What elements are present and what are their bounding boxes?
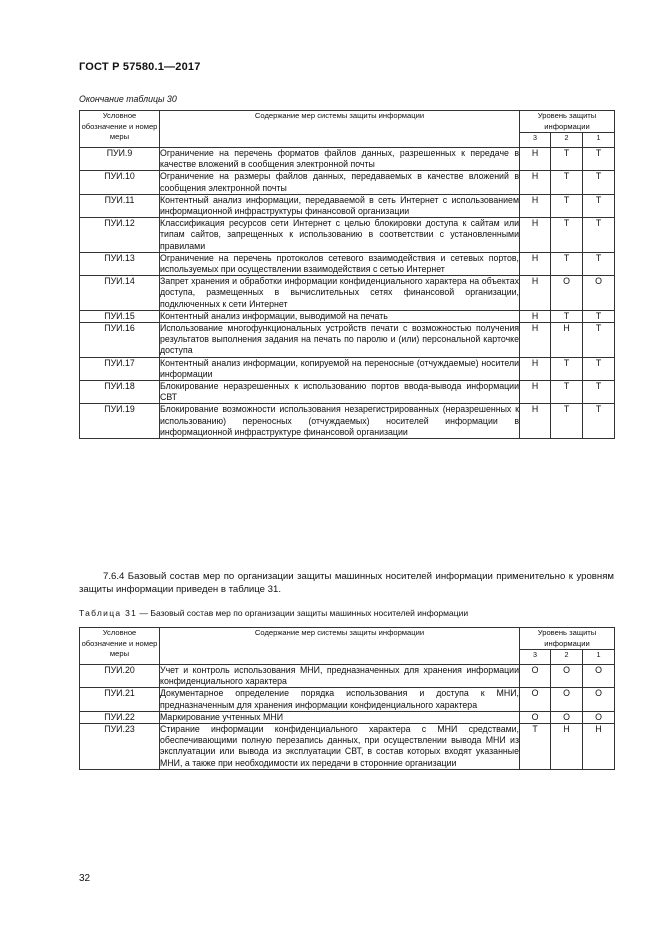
level-3-value: Н [520, 148, 551, 171]
level-2-value: Т [551, 171, 583, 194]
table-row [80, 724, 615, 770]
table-row [80, 404, 615, 439]
column-header-content: Содержание мер системы защиты информации [160, 628, 520, 665]
level-1-value: Т [583, 194, 615, 217]
measure-code: ПУИ.17 [80, 357, 160, 380]
level-3-value: Т [520, 724, 551, 770]
table-row [80, 688, 615, 711]
level-2-header: 2 [551, 133, 583, 148]
measure-description: Ограничение на перечень протоколов сетевого взаимодействия и сетевых портов, используемых при осуществлении взаимодействия с сетью Интернет [160, 252, 519, 275]
table-row [80, 276, 615, 311]
level-2-value: Н [551, 724, 583, 770]
level-1-value: О [583, 688, 615, 711]
level-2-value: Т [551, 252, 583, 275]
table-30 [79, 110, 615, 439]
level-1-value: Т [583, 357, 615, 380]
level-1-value: Т [583, 148, 615, 171]
column-header-code: Условное обозначение и номер меры [80, 111, 160, 148]
table-31 [79, 627, 615, 770]
level-3-value: Н [520, 276, 551, 311]
level-1-value: Т [583, 381, 615, 404]
level-1-value: Т [583, 252, 615, 275]
table-30-caption: Окончание таблицы 30 [79, 94, 177, 104]
measure-description: Маркирование учтенных МНИ [160, 711, 520, 723]
level-1-value: О [583, 665, 615, 688]
level-3-value: Н [520, 171, 551, 194]
table-31-caption-title: — Базовый состав мер по организации защиты машинных носителей информации [137, 608, 469, 618]
column-header-level: Уровень защиты информации [520, 111, 615, 133]
measure-code: ПУИ.13 [80, 252, 160, 275]
measure-code: ПУИ.19 [80, 404, 160, 439]
measure-description: Документарное определение порядка использования и доступа к МНИ, предназначенным для хранения информации конфиденциального характера [160, 688, 519, 710]
level-1-value: Н [583, 724, 615, 770]
level-1-value: О [583, 276, 615, 311]
level-1-value: Т [583, 171, 615, 194]
section-paragraph: 7.6.4 Базовый состав мер по организации защиты машинных носителей информации применительно к уровням защиты информации приведен в таблице 31. [79, 571, 614, 595]
level-3-value: О [520, 711, 551, 723]
measure-description: Стирание информации конфиденциального характера с МНИ средствами, обеспечивающими полную перезапись данных, при осуществлении вывода МНИ из эксплуатации или вывода из эксплуатации СВТ, в состав которых входят указанные МНИ, а также при необходимости их передачи в сторонние организации [160, 724, 519, 768]
level-1-value: Т [583, 310, 615, 322]
table-row [80, 148, 615, 171]
column-header-code: Условное обозначение и номер меры [80, 628, 160, 665]
measure-code: ПУИ.14 [80, 276, 160, 311]
table-row [80, 310, 615, 322]
level-2-value: Т [551, 148, 583, 171]
measure-code: ПУИ.18 [80, 381, 160, 404]
measure-code: ПУИ.23 [80, 724, 160, 770]
measure-code: ПУИ.21 [80, 688, 160, 711]
column-header-content: Содержание мер системы защиты информации [160, 111, 520, 148]
level-2-header: 2 [551, 650, 583, 665]
level-1-value: Т [583, 218, 615, 253]
level-2-value: О [551, 276, 583, 311]
table-row [80, 171, 615, 194]
column-header-level: Уровень защиты информации [520, 628, 615, 650]
level-2-value: Т [551, 357, 583, 380]
level-1-header: 1 [583, 650, 615, 665]
measure-code: ПУИ.22 [80, 711, 160, 723]
page-number: 32 [79, 873, 91, 884]
table-row [80, 323, 615, 358]
level-3-value: Н [520, 357, 551, 380]
level-3-header: 3 [520, 133, 551, 148]
level-2-value: Т [551, 404, 583, 439]
level-2-value: Т [551, 381, 583, 404]
table-row [80, 252, 615, 275]
level-3-value: Н [520, 323, 551, 358]
level-3-value: Н [520, 194, 551, 217]
measure-description: Запрет хранения и обработки информации конфиденциального характера на объектах доступа, размещенных в вычислительных сетях финансовой организации, подключенных к сети Интернет [160, 276, 519, 309]
measure-description: Ограничение на перечень форматов файлов данных, разрешенных к передаче в качестве вложений в сообщения электронной почты [160, 148, 519, 170]
table-row [80, 218, 615, 253]
measure-description: Контентный анализ информации, выводимой на печать [160, 310, 520, 322]
level-1-header: 1 [583, 133, 615, 148]
measure-description: Блокирование неразрешенных к использованию портов ввода-вывода информации СВТ [160, 381, 519, 403]
measure-code: ПУИ.11 [80, 194, 160, 217]
measure-code: ПУИ.9 [80, 148, 160, 171]
measure-description: Учет и контроль использования МНИ, предназначенных для хранения информации конфиденциального характера [160, 665, 519, 687]
measure-description: Контентный анализ информации, передаваемой в сеть Интернет с использованием информационной инфраструктуры финансовой организации [160, 194, 519, 217]
measure-code: ПУИ.20 [80, 665, 160, 688]
table-row [80, 665, 615, 688]
level-2-value: О [551, 665, 583, 688]
level-3-value: О [520, 665, 551, 688]
measure-description: Использование многофункциональных устройств печати с возможностью получения результатов выполнения задания на печать по паролю и (или) персональной карточке доступа [160, 323, 519, 356]
level-3-value: Н [520, 404, 551, 439]
level-2-value: Н [551, 323, 583, 358]
level-3-value: Н [520, 218, 551, 253]
level-2-value: Т [551, 218, 583, 253]
measure-code: ПУИ.15 [80, 310, 160, 322]
measure-description: Ограничение на размеры файлов данных, передаваемых в качестве вложений в сообщения электронной почты [160, 171, 519, 193]
level-3-value: О [520, 688, 551, 711]
level-3-value: Н [520, 381, 551, 404]
measure-code: ПУИ.10 [80, 171, 160, 194]
measure-description: Классификация ресурсов сети Интернет с целью блокировки доступа к сайтам или типам сайтов, запрещенных к использованию в соответствии с установленными правилами [160, 218, 519, 251]
level-2-value: Т [551, 310, 583, 322]
document-code-header: ГОСТ Р 57580.1—2017 [79, 61, 201, 73]
measure-code: ПУИ.12 [80, 218, 160, 253]
level-3-value: Н [520, 310, 551, 322]
level-1-value: О [583, 711, 615, 723]
level-2-value: О [551, 688, 583, 711]
table-row [80, 381, 615, 404]
table-row [80, 711, 615, 723]
measure-description: Контентный анализ информации, копируемой на переносные (отчуждаемые) носители информации [160, 357, 519, 379]
level-3-value: Н [520, 252, 551, 275]
measure-description: Блокирование возможности использования незарегистрированных (неразрешенных к использованию) переносных (отчуждаемых) носителей информации в информационной инфраструктуре финансовой организации [160, 404, 519, 437]
level-1-value: Т [583, 323, 615, 358]
table-31-caption [79, 608, 468, 618]
table-row [80, 194, 615, 217]
table-row [80, 357, 615, 380]
level-2-value: Т [551, 194, 583, 217]
measure-code: ПУИ.16 [80, 323, 160, 358]
level-3-header: 3 [520, 650, 551, 665]
table-31-caption-label: Таблица 31 [79, 608, 138, 618]
level-1-value: Т [583, 404, 615, 439]
level-2-value: О [551, 711, 583, 723]
